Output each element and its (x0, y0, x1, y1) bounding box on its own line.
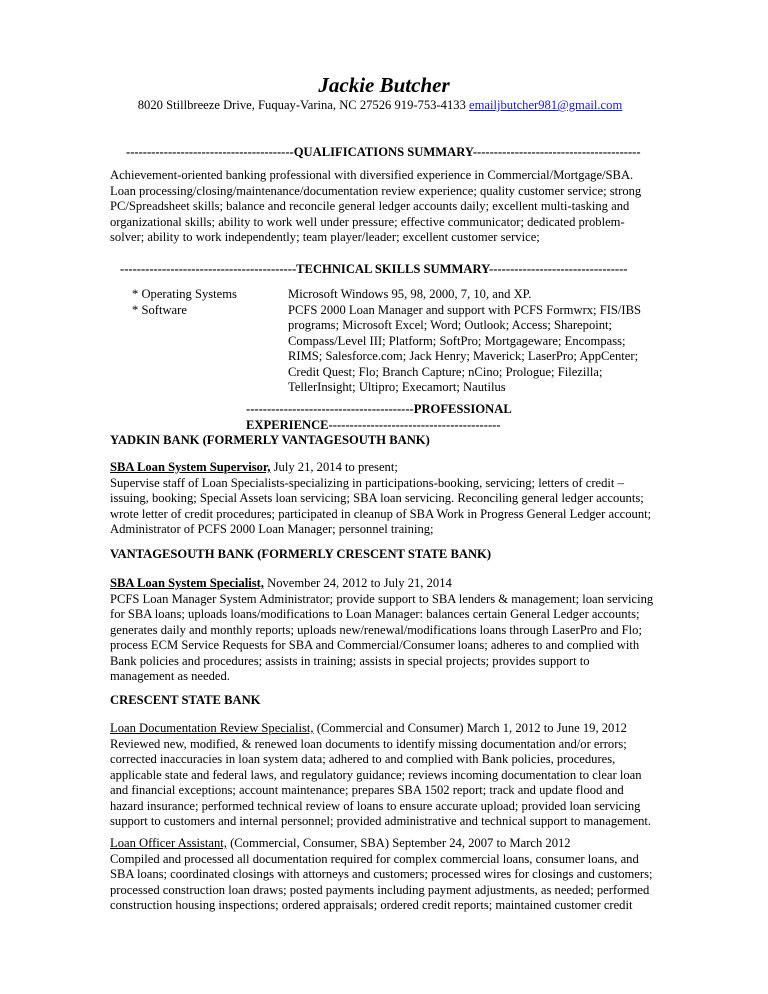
company-vantagesouth: VANTAGESOUTH BANK (FORMERLY CRESCENT STATE BANK) (110, 547, 492, 561)
qualifications-line: Loan processing/closing/maintenance/documentation review experience; quality customer service; strong (110, 183, 642, 198)
job-dates: November 24, 2012 to July 21, 2014 (263, 576, 452, 590)
qualifications-line: solver; ability to work independently; team player/leader; excellent customer service; (110, 230, 540, 244)
job-title: Loan Documentation Review Specialist, (110, 721, 314, 735)
qualifications-heading: QUALIFICATIONS SUMMARY (293, 145, 473, 159)
job-loan-officer-assistant: Loan Officer Assistant, (Commercial, Consumer, SBA) September 24, 2007 to March 2012 Compiled and processed all documentation required for complex commercial loans, consumer loans, and SBA loans; coordinated closings with attorneys and customers; processed wires for closings and customers; processed construction loan draws; posted payments including payment adjustments, as needed; performed construction housing inspections; ordered appraisals; ordered credit reports; maintained customer credit (110, 836, 655, 914)
skill-value: Microsoft Windows 95, 98, 2000, 7, 10, and XP. (288, 287, 532, 301)
job-loan-documentation: Loan Documentation Review Specialist, (Commercial and Consumer) March 1, 2012 to June 19, 2012 Reviewed new, modified, & renewed loan documents to identify missing documentation and/or errors; corrected inaccuracies in loan system data; adhered to and complied with Bank policies, procedures, applicable state and federal laws, and regulatory guidance; reviews incoming documentation to clear loan and financial exceptions; account maintenance; prepares SBA 1502 report; track and update flood and hazard insurance; performed technical review of loans to ensure accurate upload; provided loan servicing support to customers and internal personnel; provided administrative and technical support to management. (110, 721, 655, 830)
professional-divider-line2: EXPERIENCE----------------------------------------- (246, 418, 501, 432)
skill-label: * Operating Systems (132, 287, 237, 301)
qualifications-line: organizational skills; ability to work well under pressure; effective communicator; dedicated problem- (110, 214, 625, 229)
job-header (110, 460, 655, 476)
job-yadkin: SBA Loan System Supervisor, July 21, 2014 to present; Supervise staff of Loan Specialists-specializing in participations-booking, servicing; letters of credit – issuing, booking; Special Assets loan servicing; SBA loan servicing. Reconciling general ledger accounts; wrote letter of credit procedures; participated in cleanup of SBA Work in Progress General Ledger account; Administrator of PCFS 2000 Loan Manager; personnel training; (110, 460, 655, 538)
job-vantagesouth: SBA Loan System Specialist, November 24, 2012 to July 21, 2014 PCFS Loan Manager System Administrator; provide support to SBA lenders & management; loan servicing for SBA loans; uploads loans/modifications to Loan Manager: balances certain General Ledger accounts; generates daily and monthly reports; uploads new/renewal/modifications loans through LaserPro and Flo; process ECM Service Requests for SBA and Commercial/Consumer loans; adheres to and complied with Bank policies and procedures; assists in training; assists in special projects; provides support to management as needed. (110, 576, 654, 683)
job-header (110, 576, 655, 592)
skill-label: * Software (132, 302, 187, 317)
job-dates: July 21, 2014 to present; (270, 460, 398, 474)
company-crescent: CRESCENT STATE BANK (110, 693, 261, 707)
job-title: SBA Loan System Specialist, (110, 576, 264, 590)
address: 8020 Stillbreeze Drive, Fuquay-Varina, NC 27526 (137, 98, 392, 112)
company-yadkin: YADKIN BANK (FORMERLY VANTAGESOUTH BANK) (110, 433, 430, 447)
job-title: SBA Loan System Supervisor, (110, 460, 271, 474)
qualifications-line: Achievement-oriented banking professional with diversified experience in Commercial/Mortgage/SBA. (110, 168, 634, 182)
job-dates: (Commercial and Consumer) March 1, 2012 to June 19, 2012 (313, 721, 627, 735)
resume-name: Jackie Butcher (318, 73, 450, 97)
job-dates: (Commercial, Consumer, SBA) September 24, 2007 to March 2012 (226, 836, 571, 850)
technical-divider: ------------------------------------------TECHNICAL SKILLS SUMMARY--------------------------------- (120, 262, 628, 276)
skill-value: PCFS 2000 Loan Manager and support with PCFS Formwrx; FIS/IBS programs; Microsoft Excel; Word; Outlook; Access; Sharepoint; Compass/Level III; Platform; SoftPro; Mortgageware; Encompass; RIMS; Salesforce.com; Jack Henry; Maverick; LaserPro; AppCenter; Credit Quest; Flo; Branch Capture; nCino; Prologue; Filezilla; TellerInsight; Ultipro; Execamort; Nautilus (288, 302, 642, 394)
technical-heading: TECHNICAL SKILLS SUMMARY (296, 262, 490, 276)
job-header (110, 836, 655, 852)
professional-divider-line1: ----------------------------------------PROFESSIONAL (246, 402, 512, 416)
qualifications-divider: ----------------------------------------QUALIFICATIONS SUMMARY---------------------------------------- (126, 145, 641, 159)
email-link[interactable]: emailjbutcher981@gmail.com (469, 98, 623, 112)
contact-line (0, 97, 760, 113)
qualifications-summary (110, 168, 655, 246)
qualifications-line: PC/Spreadsheet skills; balance and reconcile general ledger accounts daily; excellent multi-tasking and (110, 199, 630, 213)
phone: 919-753-4133 (394, 98, 466, 112)
job-header (110, 721, 655, 737)
job-title: Loan Officer Assistant, (110, 836, 227, 850)
